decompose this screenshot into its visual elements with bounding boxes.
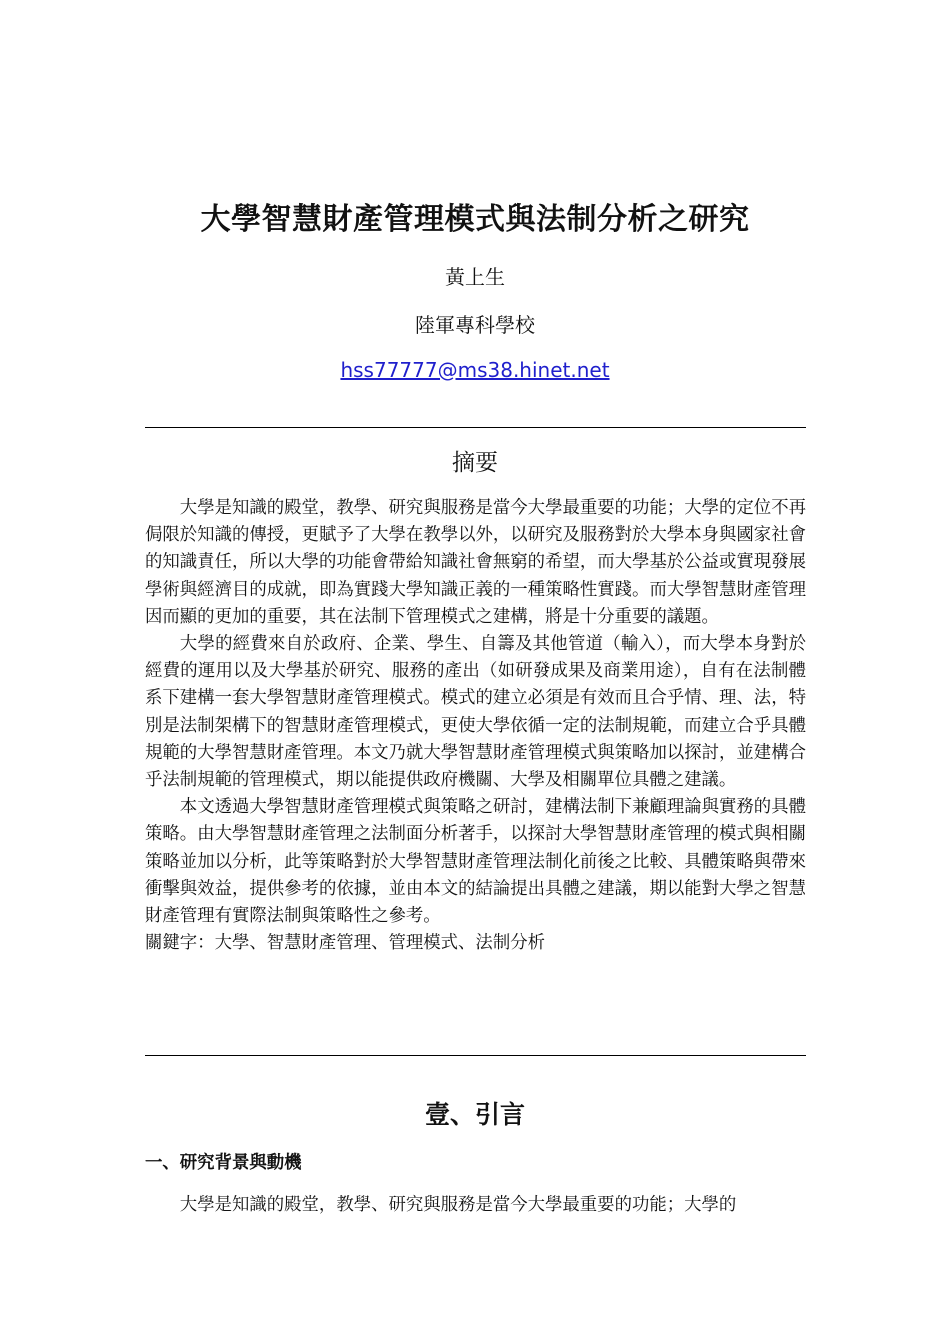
keywords: 關鍵字：大學、智慧財產管理、管理模式、法制分析 bbox=[145, 933, 545, 954]
section-heading-introduction: 壹、引言 bbox=[424, 1100, 525, 1129]
author-name: 黃上生 bbox=[445, 265, 505, 289]
section-body bbox=[145, 1192, 806, 1219]
abstract-paragraph-2: 大學的經費來自於政府、企業、學生、自籌及其他管道（輸入），而大學本身對於經費的運用以及大學基於研究、服務的產出（如研發成果及商業用途），自有在法制體系下建構一套大學智慧財產管理模式。模式的建立必須是有效而且合乎情、理、法，特別是法制架構下的智慧財產管理模式，更使大學依循一定的法制規範，而建立合乎具體規範的大學智慧財產管理。本文乃就大學智慧財產管理模式與策略加以探討，並建構合乎法制規範的管理模式，期以能提供政府機關、大學及相關單位具體之建議。 bbox=[145, 634, 806, 791]
author-email bbox=[0, 355, 950, 385]
abstract-body bbox=[145, 495, 806, 957]
abstract-bottom-divider bbox=[145, 1055, 806, 1056]
subsection-heading-background: 一、研究背景與動機 bbox=[145, 1153, 302, 1173]
abstract-paragraph-1: 大學是知識的殿堂，教學、研究與服務是當今大學最重要的功能；大學的定位不再侷限於知識的傳授，更賦予了大學在教學以外，以研究及服務對於大學本身與國家社會的知識責任，所以大學的功能會帶給知識社會無窮的希望，而大學基於公益或實現發展學術與經濟目的成就，即為實踐大學知識正義的一種策略性實踐。而大學智慧財產管理因而顯的更加的重要，其在法制下管理模式之建構，將是十分重要的議題。 bbox=[145, 498, 806, 627]
abstract-top-divider bbox=[145, 427, 806, 428]
author-affiliation: 陸軍專科學校 bbox=[415, 313, 535, 337]
section-paragraph-1: 大學是知識的殿堂，教學、研究與服務是當今大學最重要的功能；大學的 bbox=[179, 1195, 737, 1215]
abstract-heading: 摘要 bbox=[452, 450, 498, 476]
abstract-paragraph-3: 本文透過大學智慧財產管理模式與策略之研討，建構法制下兼顧理論與實務的具體策略。由大學智慧財產管理之法制面分析著手，以探討大學智慧財產管理的模式與相關策略並加以分析，此等策略對於大學智慧財產管理法制化前後之比較、具體策略與帶來衝擊與效益，提供參考的依據，並由本文的結論提出具體之建議，期以能對大學之智慧財產管理有實際法制與策略性之參考。 bbox=[145, 797, 806, 927]
email-link[interactable]: hss77777@ms38.hinet.net bbox=[340, 358, 610, 382]
paper-title: 大學智慧財產管理模式與法制分析之研究 bbox=[200, 202, 750, 237]
